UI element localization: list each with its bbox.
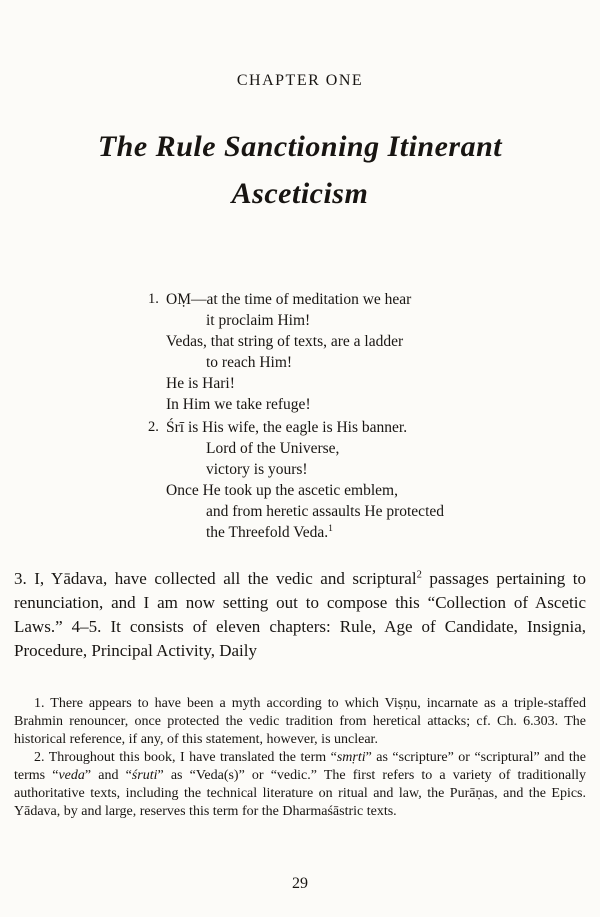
footnote-reference-1: 1 <box>328 522 333 534</box>
footnote-2-text: ” as “Veda(s)” or “vedic.” The first refers to a variety of traditionally authoritative texts, including the technical literature on ritual and law, the Purāṇas, and the Epics. Yādava, by and large, reserves this term for the Dharmaśāstric texts. <box>14 768 586 819</box>
verse-line: In Him we take refuge! <box>166 396 311 413</box>
footnote-2-term: smṛti <box>336 750 366 765</box>
verse-line: Vedas, that string of texts, are a ladder <box>166 333 404 350</box>
verse-1 <box>148 289 586 415</box>
verse-block <box>148 289 586 543</box>
footnote-2 <box>14 749 586 821</box>
verse-line: OṂ—at the time of meditation we hear <box>166 291 412 308</box>
footnote-reference-2: 2 <box>416 569 422 581</box>
verse-line: Śrī is His wife, the eagle is His banner. <box>166 419 408 436</box>
verse-line: Lord of the Universe, <box>206 440 340 457</box>
footnote-1: 1. There appears to have been a myth according to which Viṣṇu, incarnate as a triple-staffed Brahmin renouncer, once protected the vedic tradition from heretical attacks; cf. Ch. 6.303. The historical reference, if any, of this statement, however, is unclear. <box>14 696 586 747</box>
verse-line: it proclaim Him! <box>206 312 311 329</box>
body-paragraph <box>14 567 586 663</box>
footnote-2-text: ” and “ <box>84 768 132 783</box>
page-number: 29 <box>292 875 308 892</box>
body-text: passages pertaining to renunciation, and I am now setting out to compose this “Collection of Ascetic Laws.” 4–5. It consists of eleven chapters: Rule, Age of Candidate, Insignia, Procedure, Principal Activity, Daily <box>14 569 586 660</box>
verse-2-number: 2. <box>148 419 159 435</box>
verse-line <box>166 522 586 543</box>
verse-line: victory is yours! <box>206 461 308 478</box>
footnotes-section <box>14 695 586 821</box>
chapter-heading: CHAPTER ONE <box>236 72 364 89</box>
verse-1-number: 1. <box>148 291 159 307</box>
page-title-line-2: Asceticism <box>231 176 369 210</box>
verse-line-text: the Threefold Veda. <box>206 524 329 541</box>
verse-line: He is Hari! <box>166 375 235 392</box>
verse-line: to reach Him! <box>206 354 293 371</box>
page-title <box>14 124 586 217</box>
page-title-line-1: The Rule Sanctioning Itinerant <box>97 130 503 163</box>
verse-line: and from heretic assaults He protected <box>206 503 445 520</box>
verse-2 <box>148 417 586 543</box>
footnote-2-text: 2. Throughout this book, I have translated the term “ <box>34 750 337 765</box>
footnote-2-term: veda <box>58 768 85 783</box>
body-text: 3. I, Yādava, have collected all the vedic and scriptural <box>14 569 417 588</box>
verse-line: Once He took up the ascetic emblem, <box>166 482 398 499</box>
footnote-2-term: śruti <box>131 768 158 783</box>
footnote-2-text: ” as “scripture” or “scriptural” and the terms “ <box>14 750 587 783</box>
